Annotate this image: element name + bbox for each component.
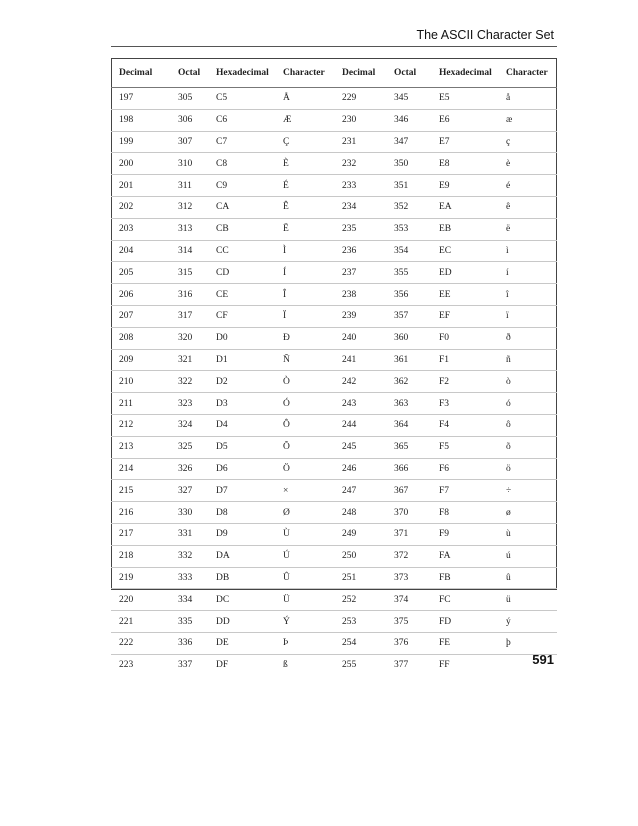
table-cell: å	[498, 88, 557, 110]
table-row	[111, 371, 557, 393]
table-cell: 336	[170, 632, 208, 654]
table-cell: DF	[216, 660, 229, 671]
table-cell: CD	[208, 262, 275, 284]
table-cell: 310	[170, 153, 208, 175]
table-cell: 337	[178, 660, 193, 671]
table-cell: 323	[170, 393, 208, 415]
table-cell: 362	[386, 371, 431, 393]
table-cell: 219	[111, 567, 170, 589]
table-cell: 207	[111, 305, 170, 327]
table-cell: 345	[386, 88, 431, 110]
table-cell: 356	[386, 284, 431, 306]
table-cell: F9	[431, 523, 498, 545]
table-cell: 372	[386, 545, 431, 567]
table-row	[111, 327, 557, 349]
table-cell: CC	[208, 240, 275, 262]
table-cell: 199	[111, 131, 170, 153]
table-cell: 246	[334, 458, 386, 480]
table-cell: 244	[334, 414, 386, 436]
table-cell: 214	[111, 458, 170, 480]
table-cell: 351	[386, 175, 431, 197]
table-cell: 373	[386, 567, 431, 589]
table-cell: 334	[170, 589, 208, 611]
table-cell: 252	[334, 589, 386, 611]
column-header: Decimal	[334, 59, 386, 88]
table-cell: 317	[170, 305, 208, 327]
table-cell: 204	[111, 240, 170, 262]
table-cell: C9	[208, 175, 275, 197]
table-cell: 254	[334, 632, 386, 654]
table-cell: 314	[170, 240, 208, 262]
table-cell: 198	[111, 109, 170, 131]
table-cell: ö	[498, 458, 557, 480]
table-cell: 370	[386, 502, 431, 524]
table-cell: 203	[111, 218, 170, 240]
table-cell: CE	[208, 284, 275, 306]
table-cell: E7	[431, 131, 498, 153]
table-cell: 353	[386, 218, 431, 240]
table-cell: EF	[431, 305, 498, 327]
table-cell: 355	[386, 262, 431, 284]
table-cell: 208	[111, 327, 170, 349]
table-cell: ñ	[498, 349, 557, 371]
table-cell: æ	[498, 109, 557, 131]
table-cell: D1	[208, 349, 275, 371]
table-cell: 250	[334, 545, 386, 567]
table-cell: 238	[334, 284, 386, 306]
table-cell: CA	[208, 196, 275, 218]
table-cell: Ü	[275, 589, 334, 611]
table-cell: Ö	[275, 458, 334, 480]
table-row	[111, 175, 557, 197]
table-row	[111, 480, 557, 502]
table-row	[111, 109, 557, 131]
table-cell: 248	[334, 502, 386, 524]
table-cell: 312	[170, 196, 208, 218]
table-cell: Ì	[275, 240, 334, 262]
table-row	[111, 523, 557, 545]
table-cell: 233	[334, 175, 386, 197]
table-cell: FD	[431, 611, 498, 633]
table-cell: 360	[386, 327, 431, 349]
table-row	[111, 458, 557, 480]
table-cell: 366	[386, 458, 431, 480]
table-cell: 247	[334, 480, 386, 502]
table-cell: 240	[334, 327, 386, 349]
table-cell: 210	[111, 371, 170, 393]
table-row	[111, 240, 557, 262]
table-cell: 377	[394, 660, 409, 671]
table-row	[111, 305, 557, 327]
table-cell: CF	[208, 305, 275, 327]
table-cell: 245	[334, 436, 386, 458]
table-row	[111, 611, 557, 633]
table-cell: F0	[431, 327, 498, 349]
table-cell: 313	[170, 218, 208, 240]
table-row	[111, 153, 557, 175]
table-cell: ED	[431, 262, 498, 284]
table-cell: DB	[208, 567, 275, 589]
table-cell: õ	[498, 436, 557, 458]
table-cell: 333	[170, 567, 208, 589]
table-cell: 223	[119, 660, 134, 671]
table-row	[111, 262, 557, 284]
table-cell: Ò	[275, 371, 334, 393]
table-cell: 231	[334, 131, 386, 153]
table-cell: 331	[170, 523, 208, 545]
table-cell: Î	[275, 284, 334, 306]
table-cell: 327	[170, 480, 208, 502]
table-cell: CB	[208, 218, 275, 240]
table-cell: 330	[170, 502, 208, 524]
table-cell: ô	[498, 414, 557, 436]
table-cell: 216	[111, 502, 170, 524]
table-cell: 205	[111, 262, 170, 284]
table-cell: D6	[208, 458, 275, 480]
table-cell: 325	[170, 436, 208, 458]
table-cell: D2	[208, 371, 275, 393]
table-cell: ú	[498, 545, 557, 567]
table-cell: 217	[111, 523, 170, 545]
table-cell: D4	[208, 414, 275, 436]
table-cell: 251	[334, 567, 386, 589]
table-cell: 321	[170, 349, 208, 371]
table-cell: EC	[431, 240, 498, 262]
column-header: Decimal	[111, 59, 170, 88]
table-cell: 367	[386, 480, 431, 502]
column-header: Character	[275, 59, 334, 88]
table-cell: 363	[386, 393, 431, 415]
table-cell: ÷	[498, 480, 557, 502]
table-cell: 234	[334, 196, 386, 218]
table-cell: 215	[111, 480, 170, 502]
table-cell: FC	[431, 589, 498, 611]
table-cell: È	[275, 153, 334, 175]
table-row	[111, 349, 557, 371]
table-cell: F7	[431, 480, 498, 502]
table-cell: Û	[275, 567, 334, 589]
table-cell: 306	[170, 109, 208, 131]
table-cell: ç	[498, 131, 557, 153]
table-cell: ï	[498, 305, 557, 327]
table-cell: DD	[208, 611, 275, 633]
table-cell: ù	[498, 523, 557, 545]
column-header: Character	[498, 59, 557, 88]
table-cell: Ù	[275, 523, 334, 545]
table-cell: Í	[275, 262, 334, 284]
table-cell: ò	[498, 371, 557, 393]
table-cell: 365	[386, 436, 431, 458]
table-cell: FB	[431, 567, 498, 589]
column-header: Hexadecimal	[431, 59, 498, 88]
table-cell: F4	[431, 414, 498, 436]
table-cell: E5	[431, 88, 498, 110]
table-cell: FE	[431, 632, 498, 654]
table-cell: ý	[498, 611, 557, 633]
table-cell: 221	[111, 611, 170, 633]
table-cell: 197	[111, 88, 170, 110]
table-cell: FA	[431, 545, 498, 567]
table-cell: 315	[170, 262, 208, 284]
table-cell: 201	[111, 175, 170, 197]
table-cell: 241	[334, 349, 386, 371]
table-cell: F2	[431, 371, 498, 393]
table-cell: é	[498, 175, 557, 197]
table-cell: Ú	[275, 545, 334, 567]
table-cell: F1	[431, 349, 498, 371]
table-cell: 253	[334, 611, 386, 633]
table-cell: ì	[498, 240, 557, 262]
table-cell: 347	[386, 131, 431, 153]
table-row	[111, 502, 557, 524]
table-cell: Ð	[275, 327, 334, 349]
table-cell: D8	[208, 502, 275, 524]
table-cell: FF	[439, 660, 450, 671]
table-cell: 220	[111, 589, 170, 611]
table-cell: ë	[498, 218, 557, 240]
table-cell: 354	[386, 240, 431, 262]
table-cell: ê	[498, 196, 557, 218]
table-cell: 230	[334, 109, 386, 131]
table-cell: 235	[334, 218, 386, 240]
table-cell: 350	[386, 153, 431, 175]
table-cell: D7	[208, 480, 275, 502]
table-cell: 305	[170, 88, 208, 110]
table-cell: 202	[111, 196, 170, 218]
table-cell: î	[498, 284, 557, 306]
table-cell: DC	[208, 589, 275, 611]
table-cell: í	[498, 262, 557, 284]
table-cell: F3	[431, 393, 498, 415]
table-cell: ü	[498, 589, 557, 611]
table-cell: C6	[208, 109, 275, 131]
table-row	[111, 393, 557, 415]
table-cell: 375	[386, 611, 431, 633]
table-cell: 209	[111, 349, 170, 371]
table-cell: É	[275, 175, 334, 197]
table-cell: DA	[208, 545, 275, 567]
table-cell: 218	[111, 545, 170, 567]
table-cell: E6	[431, 109, 498, 131]
table-row	[111, 196, 557, 218]
table-cell: 232	[334, 153, 386, 175]
ascii-table	[111, 59, 557, 676]
table-cell: û	[498, 567, 557, 589]
table-cell: 316	[170, 284, 208, 306]
table-row	[111, 131, 557, 153]
table-cell: 242	[334, 371, 386, 393]
table-cell: 212	[111, 414, 170, 436]
table-cell: Ó	[275, 393, 334, 415]
table-cell: Õ	[275, 436, 334, 458]
table-cell: 213	[111, 436, 170, 458]
table-cell: þ	[498, 632, 557, 654]
table-row	[111, 567, 557, 589]
table-cell: 307	[170, 131, 208, 153]
table-body	[111, 88, 557, 676]
table-cell: EB	[431, 218, 498, 240]
table-cell: Ø	[275, 502, 334, 524]
table-cell: 249	[334, 523, 386, 545]
table-cell: ø	[498, 502, 557, 524]
table-row	[111, 218, 557, 240]
table-cell: Ï	[275, 305, 334, 327]
table-row	[111, 284, 557, 306]
table-cell: C7	[208, 131, 275, 153]
table-cell: 237	[334, 262, 386, 284]
table-header-row	[111, 59, 557, 88]
table-cell: 346	[386, 109, 431, 131]
table-cell: D9	[208, 523, 275, 545]
table-cell: Å	[275, 88, 334, 110]
table-cell: 236	[334, 240, 386, 262]
table-cell: 371	[386, 523, 431, 545]
table-cell: è	[498, 153, 557, 175]
table-cell: Ç	[275, 131, 334, 153]
header-rule	[111, 46, 557, 47]
table-cell: E9	[431, 175, 498, 197]
table-cell: Þ	[275, 632, 334, 654]
table-row	[111, 632, 557, 654]
table-cell: 311	[170, 175, 208, 197]
table-row	[111, 436, 557, 458]
table-row	[111, 545, 557, 567]
table-cell: Æ	[275, 109, 334, 131]
table-cell: Ë	[275, 218, 334, 240]
table-cell: E8	[431, 153, 498, 175]
table-cell: D5	[208, 436, 275, 458]
table-cell: 211	[111, 393, 170, 415]
table-cell: EA	[431, 196, 498, 218]
table-cell: 200	[111, 153, 170, 175]
table-cell: F8	[431, 502, 498, 524]
running-header: The ASCII Character Set	[416, 28, 554, 42]
table-cell: 326	[170, 458, 208, 480]
table-cell: 335	[170, 611, 208, 633]
table-cell: 322	[170, 371, 208, 393]
table-cell: 255	[342, 660, 357, 671]
table-cell: EE	[431, 284, 498, 306]
page-number: 591	[532, 652, 554, 667]
table-cell: 376	[386, 632, 431, 654]
table-cell: 357	[386, 305, 431, 327]
table-cell: 229	[334, 88, 386, 110]
table-row	[111, 88, 557, 110]
column-header: Octal	[386, 59, 431, 88]
table-cell: 239	[334, 305, 386, 327]
table-cell: D0	[208, 327, 275, 349]
table-cell: Ý	[275, 611, 334, 633]
table-cell: 320	[170, 327, 208, 349]
table-cell: 332	[170, 545, 208, 567]
table-cell: C8	[208, 153, 275, 175]
table-cell: ð	[498, 327, 557, 349]
table-cell: 374	[386, 589, 431, 611]
table-cell: Ô	[275, 414, 334, 436]
table-cell: DE	[208, 632, 275, 654]
table-cell: Ñ	[275, 349, 334, 371]
column-header: Octal	[170, 59, 208, 88]
table-cell: F5	[431, 436, 498, 458]
table-cell: 352	[386, 196, 431, 218]
table-cell: F6	[431, 458, 498, 480]
table-cell: 364	[386, 414, 431, 436]
table-row	[111, 654, 557, 675]
table-cell: 206	[111, 284, 170, 306]
table-row	[111, 589, 557, 611]
table-cell: Ê	[275, 196, 334, 218]
table-cell: 222	[111, 632, 170, 654]
table-cell: ó	[498, 393, 557, 415]
table-cell: C5	[208, 88, 275, 110]
table-cell: 324	[170, 414, 208, 436]
column-header: Hexadecimal	[208, 59, 275, 88]
table-cell: D3	[208, 393, 275, 415]
table-cell: ß	[283, 660, 288, 671]
table-cell: ×	[275, 480, 334, 502]
table-row	[111, 414, 557, 436]
table-cell: 361	[386, 349, 431, 371]
table-cell: 243	[334, 393, 386, 415]
